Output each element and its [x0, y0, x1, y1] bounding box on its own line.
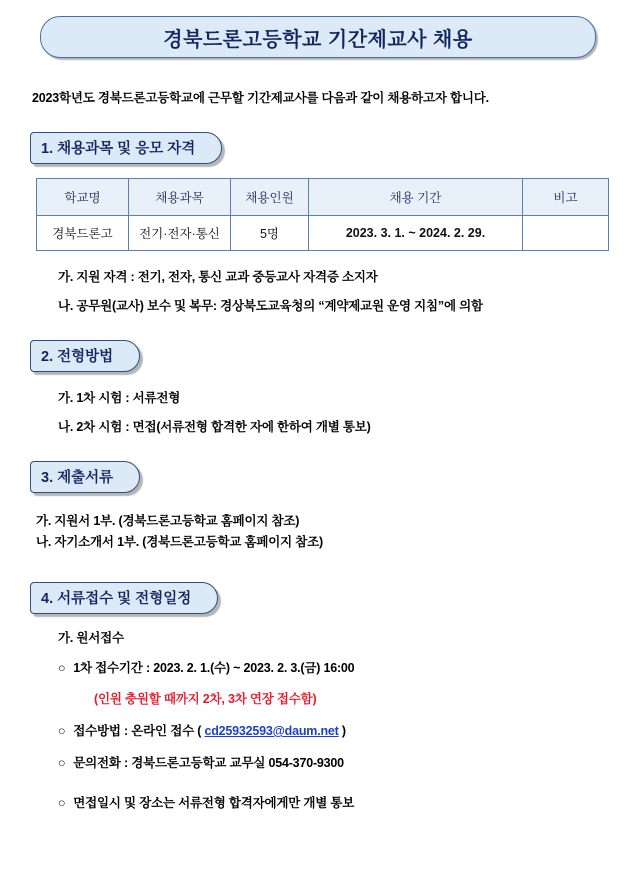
section4-item-3 — [58, 753, 614, 771]
section4-subtitle-a: 가. 원서접수 — [58, 631, 124, 645]
section4-item-2-label: 접수방법 : 온라인 접수 ( — [73, 724, 202, 738]
section3-item-a: 가. 지원서 1부. (경북드론고등학교 홈페이지 참조) — [36, 514, 300, 528]
recruitment-table — [36, 178, 609, 251]
section-heading-4 — [30, 582, 218, 614]
section-4-label: 4. 서류접수 및 전형일정 — [30, 582, 218, 614]
table-header-cell: 학교명 — [37, 179, 129, 216]
table-row — [37, 216, 609, 251]
circle-bullet-icon: ○ — [58, 796, 66, 810]
table-cell-headcount: 5명 — [231, 216, 309, 251]
section1-item-a: 가. 지원 자격 : 전기, 전자, 통신 교과 중등교사 자격증 소지자 — [58, 270, 378, 284]
section-heading-1 — [30, 132, 222, 164]
section-2-label: 2. 전형방법 — [30, 340, 140, 372]
section2-item-a: 가. 1차 시험 : 서류전형 — [58, 391, 181, 405]
table-cell-period: 2023. 3. 1. ~ 2024. 2. 29. — [309, 216, 523, 251]
table-header-cell: 채용 기간 — [309, 179, 523, 216]
table-cell-remarks — [523, 216, 609, 251]
table-header-cell: 채용과목 — [129, 179, 231, 216]
section4-item-2 — [58, 721, 614, 739]
section-heading-2 — [30, 340, 140, 372]
section4-item-4 — [58, 793, 614, 811]
circle-bullet-icon: ○ — [58, 661, 66, 675]
table-cell-school: 경북드론고 — [37, 216, 129, 251]
table-header-cell: 채용인원 — [231, 179, 309, 216]
section-3-label: 3. 제출서류 — [30, 461, 140, 493]
table-header-cell: 비고 — [523, 179, 609, 216]
section4-item-2-tail: ) — [341, 724, 346, 738]
table-cell-subject: 전기·전자·통신 — [129, 216, 231, 251]
page-title: 경북드론고등학교 기간제교사 채용 — [163, 28, 473, 51]
document-title-banner — [40, 16, 596, 58]
circle-bullet-icon: ○ — [58, 724, 66, 738]
table-header-row — [37, 179, 609, 216]
circle-bullet-icon: ○ — [58, 756, 66, 770]
section4-item-1-text: 1차 접수기간 : 2023. 2. 1.(수) ~ 2023. 2. 3.(금) 16:00 — [73, 661, 355, 675]
contact-phone: 054-370-9300 — [268, 756, 344, 770]
section2-item-b: 나. 2차 시험 : 면접(서류전형 합격한 자에 한하여 개별 통보) — [58, 420, 371, 434]
section-heading-3 — [30, 461, 140, 493]
section4-item-3-label: 문의전화 : 경북드론고등학교 교무실 — [73, 756, 269, 770]
intro-paragraph: 2023학년도 경북드론고등학교에 근무할 기간제교사를 다음과 같이 채용하고자 합니다. — [32, 91, 489, 105]
section4-item-4-text: 면접일시 및 장소는 서류전형 합격자에게만 개별 통보 — [73, 796, 355, 810]
email-link[interactable]: cd25932593@daum.net — [204, 724, 339, 738]
section4-notice: (인원 충원할 때까지 2차, 3차 연장 접수함) — [94, 692, 317, 706]
section1-item-b: 나. 공무원(교사) 보수 및 복무: 경상북도교육청의 “계약제교원 운영 지침”에 의함 — [58, 299, 483, 313]
document-page — [0, 16, 636, 890]
section4-item-1 — [58, 658, 614, 676]
section3-item-b: 나. 자기소개서 1부. (경북드론고등학교 홈페이지 참조) — [36, 535, 323, 549]
section-1-label: 1. 채용과목 및 응모 자격 — [30, 132, 222, 164]
